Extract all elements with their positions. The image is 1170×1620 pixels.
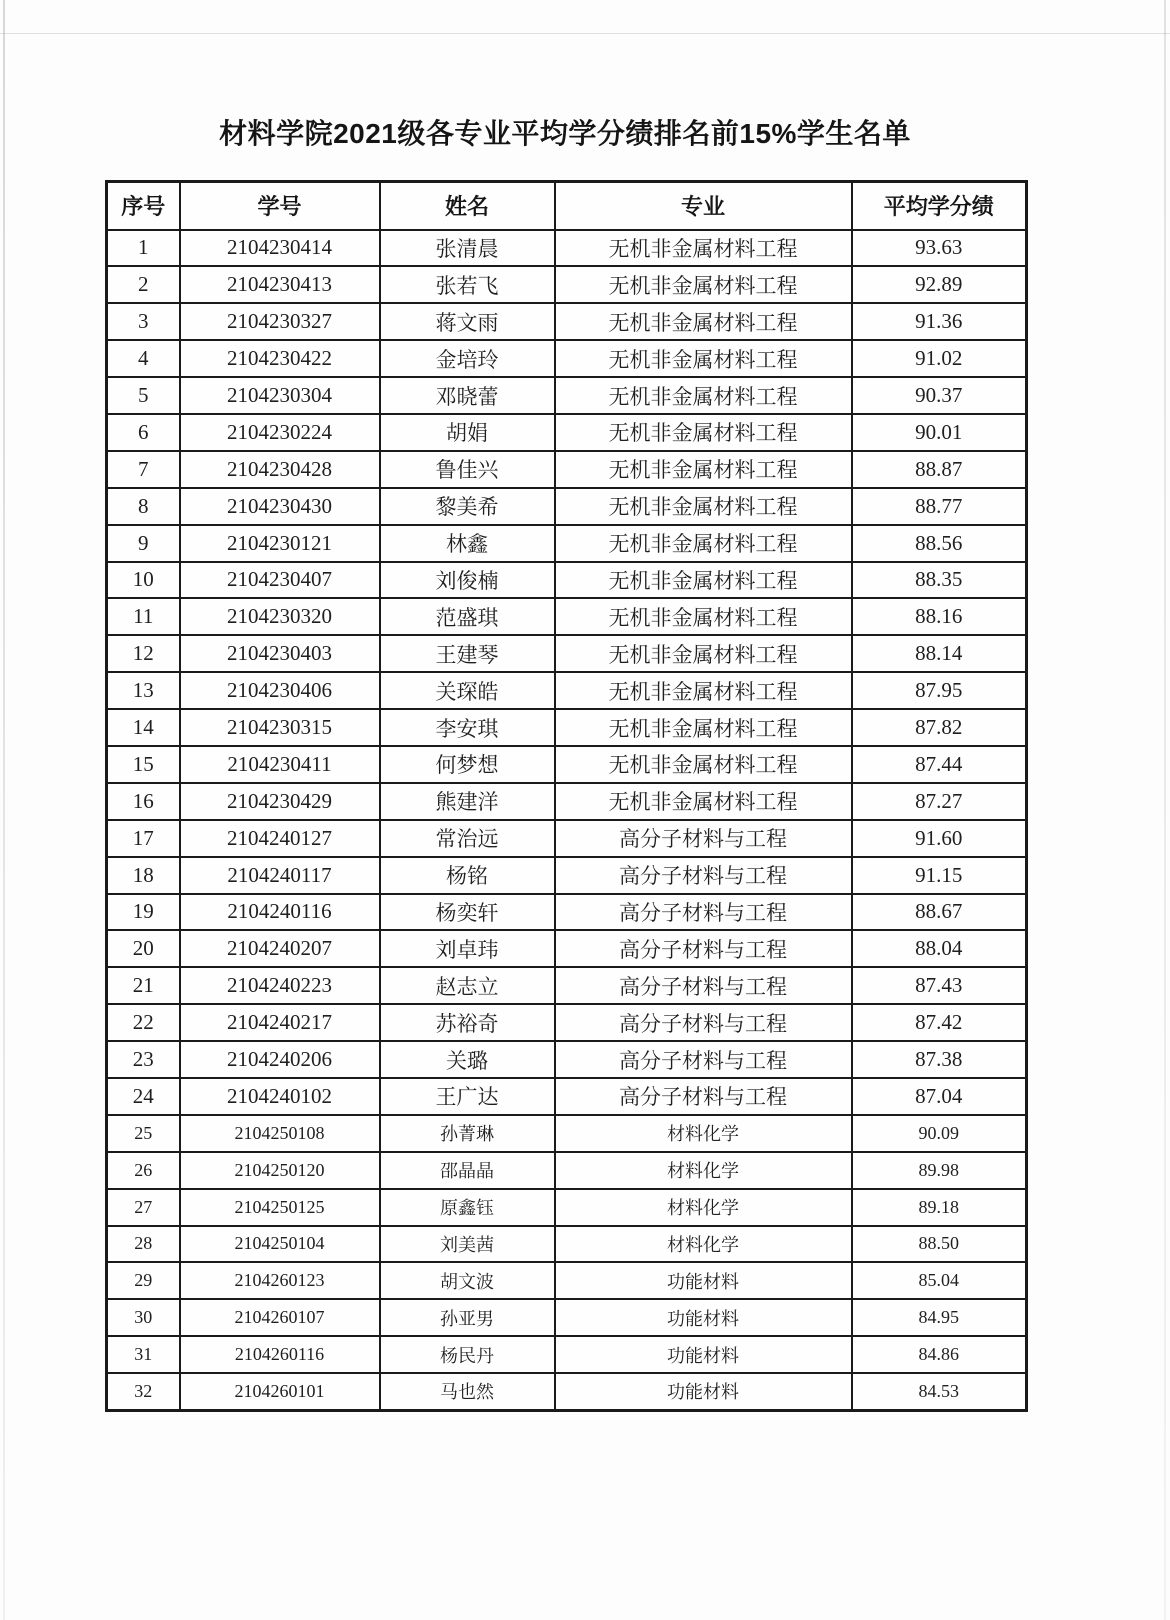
name-cell: 关璐 <box>380 1041 555 1078</box>
student-id-cell: 2104260116 <box>180 1336 380 1373</box>
name-cell: 孙菁琳 <box>380 1115 555 1152</box>
row-number-cell: 1 <box>107 230 180 267</box>
student-id-cell: 2104240117 <box>180 857 380 894</box>
student-id-cell: 2104240127 <box>180 820 380 857</box>
gpa-cell: 88.04 <box>852 930 1027 967</box>
student-id-cell: 2104230407 <box>180 562 380 599</box>
table-row <box>107 1262 1027 1299</box>
row-number-cell: 10 <box>107 562 180 599</box>
row-number-cell: 5 <box>107 377 180 414</box>
student-id-cell: 2104230413 <box>180 266 380 303</box>
major-cell: 无机非金属材料工程 <box>555 598 852 635</box>
name-cell: 关琛皓 <box>380 672 555 709</box>
name-cell: 刘美茜 <box>380 1226 555 1263</box>
row-number-cell: 29 <box>107 1262 180 1299</box>
table-row <box>107 1152 1027 1189</box>
gpa-cell: 84.53 <box>852 1373 1027 1410</box>
row-number-cell: 21 <box>107 967 180 1004</box>
major-cell: 无机非金属材料工程 <box>555 266 852 303</box>
row-number-cell: 12 <box>107 635 180 672</box>
row-number-cell: 14 <box>107 709 180 746</box>
student-id-cell: 2104230406 <box>180 672 380 709</box>
row-number-cell: 4 <box>107 340 180 377</box>
gpa-cell: 88.87 <box>852 451 1027 488</box>
page-edge-right-line <box>1164 0 1166 1620</box>
name-cell: 鲁佳兴 <box>380 451 555 488</box>
table-body <box>107 230 1027 1411</box>
gpa-cell: 87.38 <box>852 1041 1027 1078</box>
name-cell: 孙亚男 <box>380 1299 555 1336</box>
gpa-cell: 90.09 <box>852 1115 1027 1152</box>
name-cell: 张清晨 <box>380 230 555 267</box>
gpa-cell: 91.15 <box>852 857 1027 894</box>
table-row <box>107 451 1027 488</box>
major-cell: 无机非金属材料工程 <box>555 451 852 488</box>
name-cell: 张若飞 <box>380 266 555 303</box>
student-id-cell: 2104250104 <box>180 1226 380 1263</box>
major-cell: 无机非金属材料工程 <box>555 635 852 672</box>
row-number-cell: 16 <box>107 783 180 820</box>
major-cell: 无机非金属材料工程 <box>555 230 852 267</box>
student-id-cell: 2104240223 <box>180 967 380 1004</box>
gpa-cell: 88.56 <box>852 525 1027 562</box>
table-row <box>107 967 1027 1004</box>
student-id-cell: 2104230315 <box>180 709 380 746</box>
row-number-cell: 8 <box>107 488 180 525</box>
table-row <box>107 930 1027 967</box>
major-cell: 高分子材料与工程 <box>555 1078 852 1115</box>
table-row <box>107 1226 1027 1263</box>
table-row <box>107 672 1027 709</box>
major-cell: 材料化学 <box>555 1152 852 1189</box>
table-row <box>107 1299 1027 1336</box>
table-row <box>107 1041 1027 1078</box>
student-id-cell: 2104230403 <box>180 635 380 672</box>
major-cell: 高分子材料与工程 <box>555 857 852 894</box>
name-cell: 蒋文雨 <box>380 303 555 340</box>
gpa-cell: 88.14 <box>852 635 1027 672</box>
student-id-cell: 2104230320 <box>180 598 380 635</box>
student-id-cell: 2104260123 <box>180 1262 380 1299</box>
major-cell: 无机非金属材料工程 <box>555 525 852 562</box>
student-id-cell: 2104240217 <box>180 1004 380 1041</box>
student-id-cell: 2104230429 <box>180 783 380 820</box>
gpa-cell: 87.04 <box>852 1078 1027 1115</box>
name-cell: 胡娟 <box>380 414 555 451</box>
student-id-cell: 2104230422 <box>180 340 380 377</box>
student-id-cell: 2104250108 <box>180 1115 380 1152</box>
student-id-cell: 2104240116 <box>180 894 380 931</box>
major-cell: 功能材料 <box>555 1336 852 1373</box>
gpa-cell: 90.01 <box>852 414 1027 451</box>
table-header-row <box>107 182 1027 230</box>
student-id-cell: 2104240207 <box>180 930 380 967</box>
student-id-cell: 2104230428 <box>180 451 380 488</box>
name-cell: 苏裕奇 <box>380 1004 555 1041</box>
table-row <box>107 340 1027 377</box>
name-cell: 邵晶晶 <box>380 1152 555 1189</box>
student-id-cell: 2104230304 <box>180 377 380 414</box>
student-id-cell: 2104230411 <box>180 746 380 783</box>
name-cell: 林鑫 <box>380 525 555 562</box>
gpa-cell: 88.35 <box>852 562 1027 599</box>
gpa-cell: 91.36 <box>852 303 1027 340</box>
gpa-cell: 92.89 <box>852 266 1027 303</box>
row-number-cell: 2 <box>107 266 180 303</box>
table-row <box>107 488 1027 525</box>
major-cell: 功能材料 <box>555 1299 852 1336</box>
name-cell: 熊建洋 <box>380 783 555 820</box>
row-number-cell: 7 <box>107 451 180 488</box>
table-row <box>107 414 1027 451</box>
column-header-4: 平均学分绩 <box>852 182 1027 230</box>
student-id-cell: 2104230224 <box>180 414 380 451</box>
name-cell: 金培玲 <box>380 340 555 377</box>
name-cell: 赵志立 <box>380 967 555 1004</box>
gpa-cell: 87.27 <box>852 783 1027 820</box>
table-row <box>107 303 1027 340</box>
name-cell: 常治远 <box>380 820 555 857</box>
gpa-cell: 85.04 <box>852 1262 1027 1299</box>
page-title: 材料学院2021级各专业平均学分绩排名前15%学生名单 <box>219 118 911 149</box>
row-number-cell: 30 <box>107 1299 180 1336</box>
table-row <box>107 598 1027 635</box>
row-number-cell: 15 <box>107 746 180 783</box>
row-number-cell: 17 <box>107 820 180 857</box>
student-id-cell: 2104230121 <box>180 525 380 562</box>
gpa-cell: 91.02 <box>852 340 1027 377</box>
student-id-cell: 2104240102 <box>180 1078 380 1115</box>
name-cell: 刘卓玮 <box>380 930 555 967</box>
major-cell: 材料化学 <box>555 1189 852 1226</box>
row-number-cell: 32 <box>107 1373 180 1410</box>
row-number-cell: 23 <box>107 1041 180 1078</box>
row-number-cell: 22 <box>107 1004 180 1041</box>
row-number-cell: 13 <box>107 672 180 709</box>
major-cell: 高分子材料与工程 <box>555 1041 852 1078</box>
name-cell: 胡文波 <box>380 1262 555 1299</box>
row-number-cell: 31 <box>107 1336 180 1373</box>
column-header-1: 学号 <box>180 182 380 230</box>
row-number-cell: 6 <box>107 414 180 451</box>
major-cell: 无机非金属材料工程 <box>555 709 852 746</box>
major-cell: 无机非金属材料工程 <box>555 303 852 340</box>
major-cell: 无机非金属材料工程 <box>555 562 852 599</box>
name-cell: 李安琪 <box>380 709 555 746</box>
major-cell: 材料化学 <box>555 1115 852 1152</box>
major-cell: 功能材料 <box>555 1373 852 1410</box>
name-cell: 杨铭 <box>380 857 555 894</box>
name-cell: 刘俊楠 <box>380 562 555 599</box>
student-id-cell: 2104260107 <box>180 1299 380 1336</box>
name-cell: 王广达 <box>380 1078 555 1115</box>
gpa-cell: 84.86 <box>852 1336 1027 1373</box>
row-number-cell: 26 <box>107 1152 180 1189</box>
name-cell: 杨民丹 <box>380 1336 555 1373</box>
row-number-cell: 20 <box>107 930 180 967</box>
gpa-cell: 87.44 <box>852 746 1027 783</box>
name-cell: 原鑫钰 <box>380 1189 555 1226</box>
major-cell: 无机非金属材料工程 <box>555 414 852 451</box>
gpa-cell: 88.67 <box>852 894 1027 931</box>
student-id-cell: 2104250120 <box>180 1152 380 1189</box>
page-edge-top-line <box>0 33 1170 34</box>
table-row <box>107 746 1027 783</box>
table-row <box>107 1373 1027 1410</box>
major-cell: 无机非金属材料工程 <box>555 672 852 709</box>
major-cell: 无机非金属材料工程 <box>555 746 852 783</box>
gpa-cell: 87.82 <box>852 709 1027 746</box>
table-row <box>107 820 1027 857</box>
table-row <box>107 894 1027 931</box>
table-row <box>107 783 1027 820</box>
table-row <box>107 1189 1027 1226</box>
table-row <box>107 1004 1027 1041</box>
major-cell: 无机非金属材料工程 <box>555 340 852 377</box>
gpa-cell: 88.77 <box>852 488 1027 525</box>
row-number-cell: 24 <box>107 1078 180 1115</box>
table-row <box>107 525 1027 562</box>
row-number-cell: 11 <box>107 598 180 635</box>
table-row <box>107 635 1027 672</box>
major-cell: 无机非金属材料工程 <box>555 783 852 820</box>
major-cell: 高分子材料与工程 <box>555 1004 852 1041</box>
name-cell: 范盛琪 <box>380 598 555 635</box>
major-cell: 高分子材料与工程 <box>555 967 852 1004</box>
major-cell: 功能材料 <box>555 1262 852 1299</box>
table-row <box>107 377 1027 414</box>
name-cell: 何梦想 <box>380 746 555 783</box>
name-cell: 杨奕轩 <box>380 894 555 931</box>
table-row <box>107 857 1027 894</box>
student-id-cell: 2104260101 <box>180 1373 380 1410</box>
table-row <box>107 266 1027 303</box>
gpa-cell: 93.63 <box>852 230 1027 267</box>
student-id-cell: 2104230414 <box>180 230 380 267</box>
column-header-2: 姓名 <box>380 182 555 230</box>
gpa-cell: 87.95 <box>852 672 1027 709</box>
gpa-cell: 87.43 <box>852 967 1027 1004</box>
row-number-cell: 27 <box>107 1189 180 1226</box>
table-row <box>107 709 1027 746</box>
row-number-cell: 3 <box>107 303 180 340</box>
table-row <box>107 562 1027 599</box>
table-row <box>107 230 1027 267</box>
gpa-cell: 87.42 <box>852 1004 1027 1041</box>
table-row <box>107 1336 1027 1373</box>
row-number-cell: 18 <box>107 857 180 894</box>
gpa-cell: 89.18 <box>852 1189 1027 1226</box>
gpa-cell: 88.16 <box>852 598 1027 635</box>
major-cell: 高分子材料与工程 <box>555 930 852 967</box>
gpa-cell: 89.98 <box>852 1152 1027 1189</box>
column-header-3: 专业 <box>555 182 852 230</box>
table-row <box>107 1115 1027 1152</box>
row-number-cell: 9 <box>107 525 180 562</box>
row-number-cell: 28 <box>107 1226 180 1263</box>
gpa-cell: 90.37 <box>852 377 1027 414</box>
student-ranking-table <box>105 180 1028 1412</box>
major-cell: 高分子材料与工程 <box>555 894 852 931</box>
student-id-cell: 2104240206 <box>180 1041 380 1078</box>
gpa-cell: 91.60 <box>852 820 1027 857</box>
table-row <box>107 1078 1027 1115</box>
student-id-cell: 2104230430 <box>180 488 380 525</box>
name-cell: 黎美希 <box>380 488 555 525</box>
gpa-cell: 88.50 <box>852 1226 1027 1263</box>
student-id-cell: 2104250125 <box>180 1189 380 1226</box>
major-cell: 高分子材料与工程 <box>555 820 852 857</box>
student-id-cell: 2104230327 <box>180 303 380 340</box>
major-cell: 材料化学 <box>555 1226 852 1263</box>
row-number-cell: 25 <box>107 1115 180 1152</box>
name-cell: 王建琴 <box>380 635 555 672</box>
page-edge-left-line <box>3 0 5 1620</box>
column-header-0: 序号 <box>107 182 180 230</box>
major-cell: 无机非金属材料工程 <box>555 488 852 525</box>
name-cell: 马也然 <box>380 1373 555 1410</box>
row-number-cell: 19 <box>107 894 180 931</box>
major-cell: 无机非金属材料工程 <box>555 377 852 414</box>
gpa-cell: 84.95 <box>852 1299 1027 1336</box>
name-cell: 邓晓蕾 <box>380 377 555 414</box>
